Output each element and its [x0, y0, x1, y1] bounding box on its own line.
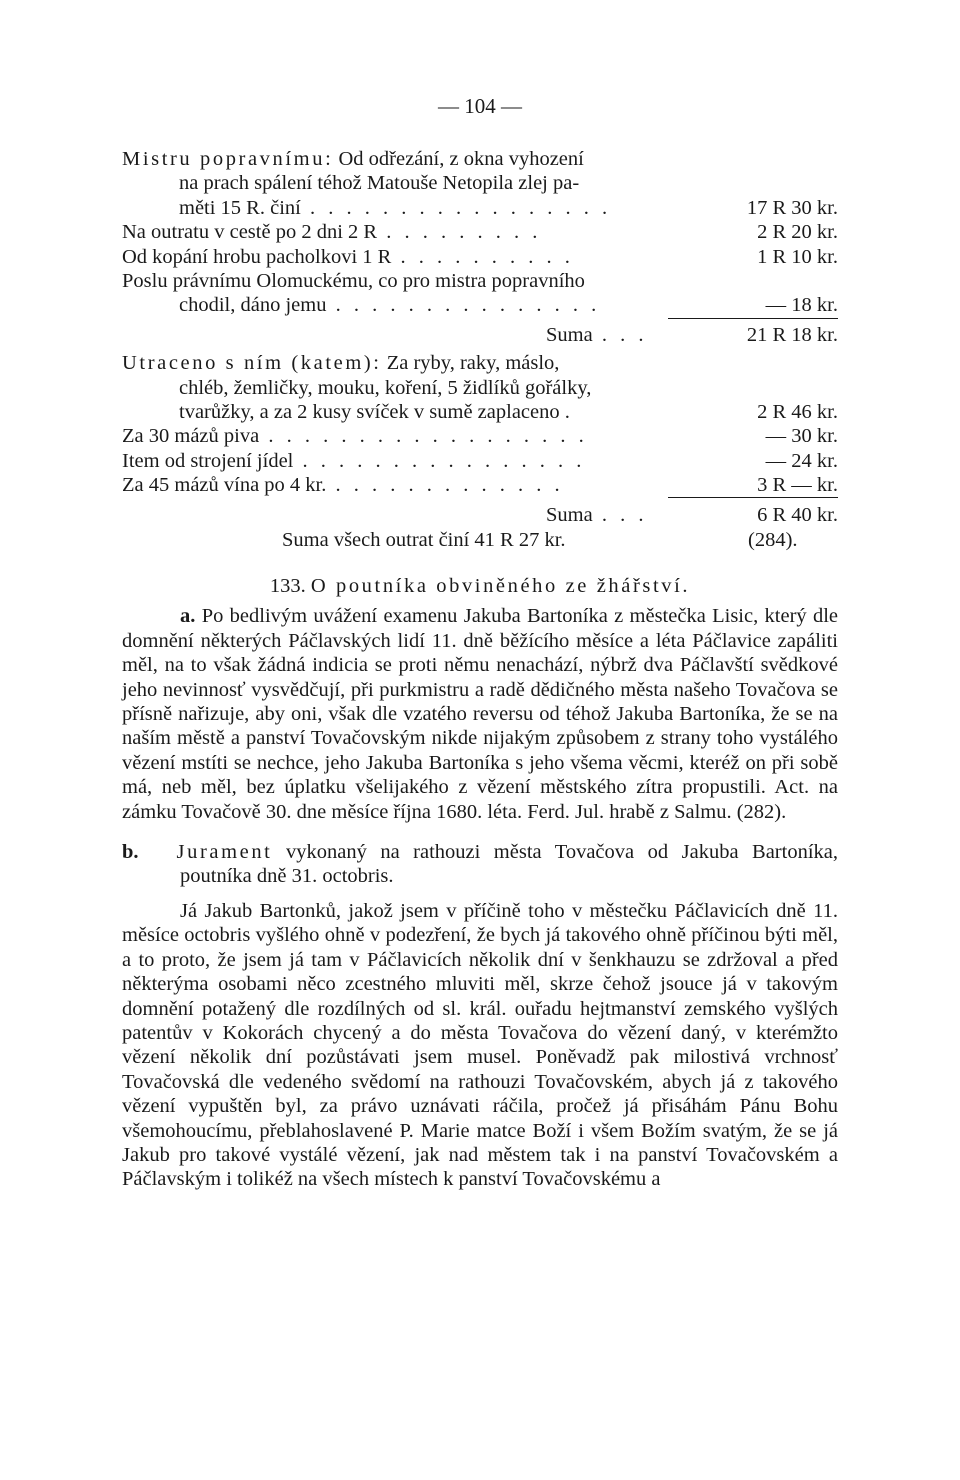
spent-line-3	[122, 400, 838, 424]
messenger-line-2	[122, 293, 838, 317]
grand-total-ref: (284).	[748, 528, 798, 551]
spent-amount: 2 R 46 kr.	[757, 400, 838, 423]
leader-dots: . . . . . . . . . . . . .	[326, 474, 564, 497]
subtotal-1	[122, 323, 838, 347]
subtotal-2	[122, 503, 838, 527]
expense-executioner	[122, 147, 838, 171]
document-b-text: vykonaný na rathouzi města Tovačova od Jakuba Bartoníka, poutníka dně 31. octobris.	[180, 841, 838, 888]
grand-total-text: Suma všech outrat činí 41 R 27 kr.	[282, 528, 566, 551]
leader-dots: . . . . . . . . . . . . . . .	[326, 294, 601, 317]
beer-label: Za 30 mázů piva	[122, 425, 260, 448]
page-number: — 104 —	[438, 94, 522, 118]
document-b-title: Jurament	[176, 841, 273, 864]
grave-amount: 1 R 10 kr.	[757, 245, 838, 268]
leader-dots: . . .	[592, 504, 648, 527]
executioner-text-2: na prach spálení téhož Matouše Netopila zlej pa-	[179, 172, 580, 195]
spent-line-2	[122, 376, 838, 400]
section-heading	[122, 574, 838, 598]
grand-total	[122, 528, 838, 552]
oath-text	[122, 899, 838, 1192]
section-title: O poutníka obviněného ze žhářství.	[310, 575, 691, 597]
wine-amount: 3 R — kr.	[757, 474, 838, 497]
executioner-amount: 17 R 30 kr.	[746, 196, 838, 219]
document-a-letter: a.	[180, 605, 196, 628]
spent-text-2: chléb, žemličky, mouku, koření, 5 židlíků gořálky,	[179, 376, 592, 399]
section-number: 133.	[269, 575, 306, 597]
document-b-letter: b.	[122, 841, 139, 864]
leader-dots: . . .	[592, 323, 648, 346]
leader-dots: . . . . . . . . . . . . . . . . .	[300, 196, 612, 219]
leader-dots: .	[559, 400, 570, 423]
beer-amount: — 30 kr.	[765, 425, 838, 448]
sum-rule	[668, 318, 838, 319]
expense-food	[122, 449, 838, 473]
executioner-line-2	[122, 171, 838, 195]
executioner-text-1: Od odřezání, z okna vyhození	[333, 148, 584, 170]
messenger-text-1: Poslu právnímu Olomuckému, co pro mistra popravního	[122, 269, 585, 292]
expense-wine	[122, 473, 838, 497]
expense-messenger	[122, 269, 838, 293]
section-133	[122, 574, 838, 1192]
executioner-heading: Mistru popravnímu:	[122, 148, 334, 170]
travel-amount: 2 R 20 kr.	[757, 221, 838, 244]
executioner-text-3: měti 15 R. činí	[179, 196, 301, 219]
spent-heading: Utraceno s ním (katem):	[122, 352, 382, 375]
messenger-text-2: chodil, dáno jemu	[179, 294, 327, 317]
executioner-line-3	[122, 196, 838, 220]
sum1-amount: 21 R 18 kr.	[746, 323, 838, 346]
sum2-label: Suma	[546, 504, 593, 527]
grave-label: Od kopání hrobu pacholkovi 1 R	[122, 245, 392, 268]
spent-text-3: tvarůžky, a za 2 kusy svíček v sumě zaplaceno	[179, 400, 560, 423]
wine-label: Za 45 mázů vína po 4 kr.	[122, 474, 327, 497]
travel-label: Na outratu v cestě po 2 dni 2 R	[122, 221, 378, 244]
oath-body: Já Jakub Bartonků, jakož jsem v příčině toho v městečku Páčlavicích dně 11. měsíce octobris vyšlého ohně v podezření, že bych já takového ohně příčinou býti měl, a to proto, že jsem já tam v Páčlavicích několik dní v šenkhauzu se zdržoval a před některýma osobami něco zcestného mluviti měl, skrze čehož jsouce já v takovým domnění potažený dle rozdílných od sl. král. ouřadu hejtmanství zemského vyšlých patentův v Kokorách chycený a do města Tovačova do vězení daný, v kterémžto vězení několik dní pozůstávati jsem musel. Poněvadž pak milostivá vrchnosť Tovačovská dle vedeného svědomí na rathouzi Tovačovském, abych já z takového vězení vypuštěn byl, za právo uznávati ráčila, pročež já přisáhám Pánu Bohu všemohoucímu, přeblahoslavené P. Marie matce Boží i všem Božím svatým, že se já Jakub pro takové vystálé vězení, jak nad městem tak i na panství Tovačovském a Páčlavským i tolikéž na všech místech k panství Tovačovskému a	[122, 899, 838, 1191]
leader-dots: . . . . . . . . . . . . . . . . . .	[259, 425, 588, 448]
sum2-amount: 6 R 40 kr.	[757, 504, 838, 527]
sum1-label: Suma	[546, 323, 593, 346]
food-label: Item od strojení jídel	[122, 449, 294, 472]
sum-rule-wrap	[122, 318, 838, 320]
leader-dots: . . . . . . . . . .	[391, 245, 574, 268]
document-a-text: Po bedlivým uvážení examenu Jakuba Bartoníka z městečka Lisic, který dle domnění některých Páčlavských lidí 11. dně běžícího měsíce a léta Páčlavice zapáliti měl, na to však žádná indicia se proti němu nenachází, nýbrž dva Páčlavští svědkové jeho nevinnosť vysvědčují, při purkmistru a radě dědičného města našeho Tovačova se přísně nařizuje, aby oni, však dle vzatého reversu od téhož Jakuba Bartoníka, že se na naším městě a panství Tovačovským nikde nijakým způsobem z strany toho vystálého vězení mstíti se nechce, jeho Jakuba Bartoníka s jeho všema věcmi, kteréž on při sobě má, neb měl, bez úplatku všelijakého z vězení městského zítra propustili. Act. na zámku Tovačově 30. dne měsíce října 1680. léta. Ferd. Jul. hrabě z Salmu. (282).	[122, 605, 838, 823]
expense-list	[122, 147, 838, 552]
spent-text-1: Za ryby, raky, máslo,	[381, 352, 560, 375]
document-b	[122, 840, 838, 889]
leader-dots: . . . . . . . . .	[377, 221, 542, 244]
expense-spent	[122, 351, 838, 375]
expense-grave	[122, 245, 838, 269]
expense-beer	[122, 424, 838, 448]
sum-rule-wrap	[122, 497, 838, 499]
document-a	[122, 604, 838, 824]
food-amount: — 24 kr.	[765, 449, 838, 472]
expense-travel	[122, 220, 838, 244]
messenger-amount: — 18 kr.	[765, 294, 838, 317]
leader-dots: . . . . . . . . . . . . . . . .	[293, 449, 586, 472]
sum-rule	[668, 497, 838, 498]
